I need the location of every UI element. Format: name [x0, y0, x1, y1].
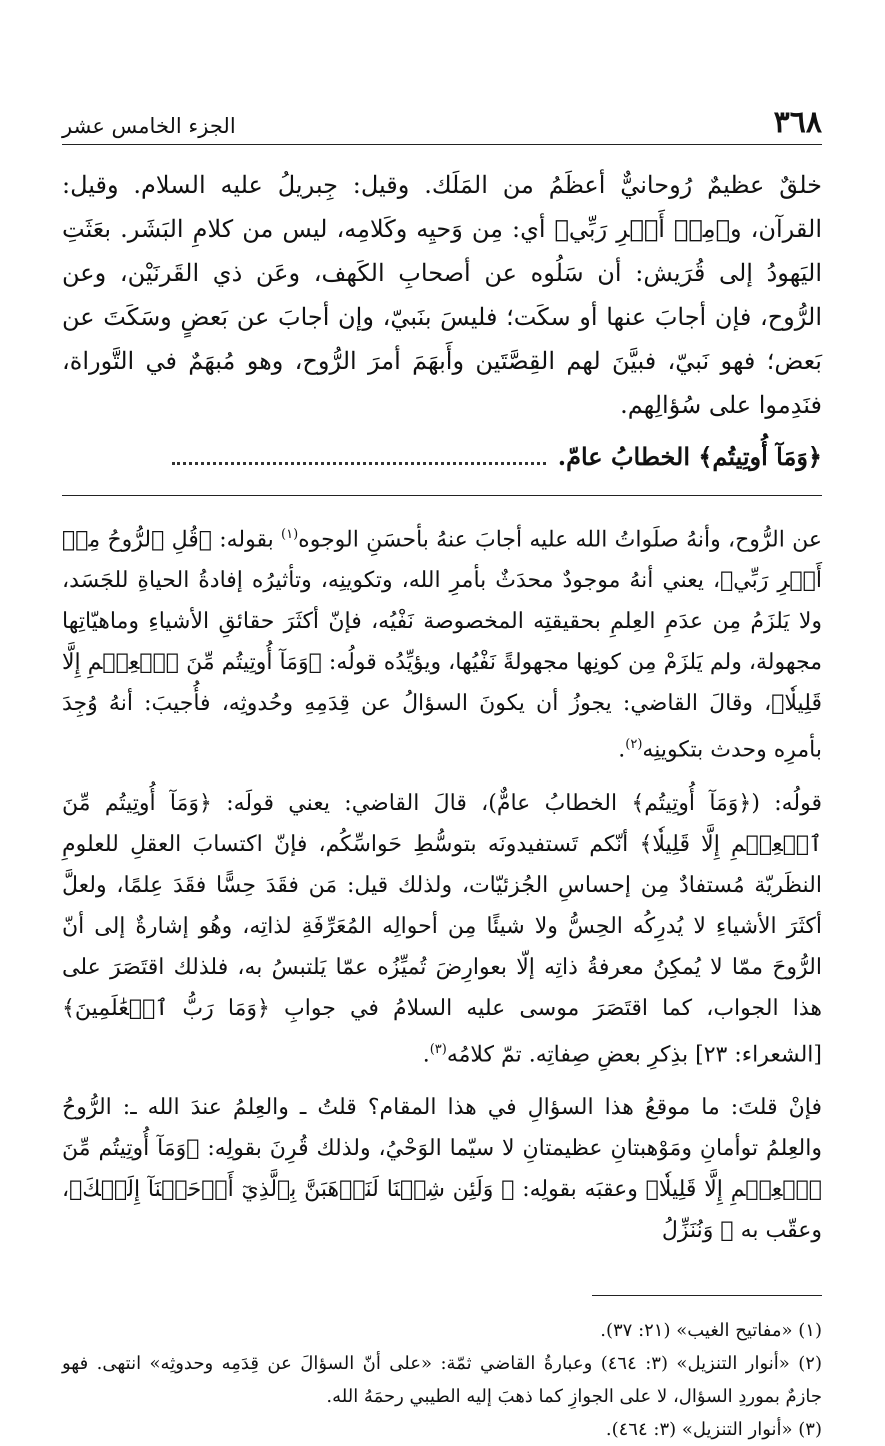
footnote: (١) «مفاتيح الغيب» (٢١: ٣٧). [600, 1319, 822, 1341]
text-commentary-separator [62, 495, 822, 496]
lemma-text: ﴿وَمَآ أُوتِيتُم﴾ الخطابُ عامّ. [557, 442, 822, 471]
page-header [62, 100, 822, 145]
lemma-dotted-leader [172, 461, 546, 465]
footnote-marker: (٣) [429, 1041, 447, 1057]
page-number: ٣٦٨ [773, 105, 822, 140]
footnote: (٣) «أنوار التنزيل» (٣: ٤٦٤). [605, 1418, 822, 1440]
commentary-paragraph: قولُه: (﴿وَمَآ أُوتِيتُم﴾ الخطابُ عامٌّ)، قالَ القاضي: يعني قولَه: ﴿وَمَآ أُوتِيتُم مِّنَ ٱلۡعِلۡمِ إِلَّا قَلِيلٗا﴾ أنّكم تَستفيدونَه بتوسُّطِ حَواسِّكُم، فإنّ اكتسابَ العقلِ للعلومِ النظَريّة مُستفادٌ مِن إحساسِ الجُزئيّات، ولذلك قيل: مَن فقَدَ حِسًّا فقَدَ عِلمًا، ولعلَّ أكثَرَ الأشياءِ لا يُدرِكُه الحِسُّ ولا شيئًا مِن أحوالِه المُعَرِّفَةِ لذاتِه، وهُو إشارةٌ إلى أنّ الرُّوحَ ممّا لا يُمكِنُ معرفةُ ذاتِه إلّا بعوارِضَ تُميِّزُه عمّا يَلتبسُ به، فلذلك اقتَصَرَ على هذا الجواب، كما اقتَصَرَ موسى عليه السلامُ في جوابِ ﴿وَمَا رَبُّ ٱلۡعَٰلَمِينَ﴾ [الشعراء: ٢٣] بذِكرِ بعضِ صِفاتِه. تمّ كلامُه$^{(٣)}$. [62, 790, 822, 1067]
footnote-rule [592, 1295, 822, 1296]
main-text: خلقٌ عظيمٌ رُوحانيٌّ أعظَمُ من المَلَك. وقيل: جِبريلُ عليه السلام. وقيل: القرآن، و﴿مِنۡ أَمۡرِ رَبِّي﴾ أي: مِن وَحيِه وكَلامِه، ليس من كلامِ البَشَر. بعَثَتِ اليَهودُ إلى قُرَيش: أن سَلُوه عن أصحابِ الكَهف، وعَن ذي القَرنَيْن، وعن الرُّوح، فإن أجابَ عنها أو سكَت؛ فليسَ بنَبيّ، وإن أجابَ عن بَعضٍ وسَكَتَ عن بَعض؛ فهو نَبيّ، فبيَّنَ لهم القِصَّتَين وأَبهَمَ أمرَ الرُّوح، وهو مُبهَمٌ في التَّوراة، فنَدِموا على سُؤالِهم. [62, 171, 822, 419]
commentary-paragraph: عن الرُّوح، وأنهُ صلَواتُ الله عليه أجابَ عنهُ بأحسَنِ الوجوه$^{(١)}$ بقوله: ﴿قُلِ ٱلرُّوحُ مِنۡ أَمۡرِ رَبِّي﴾، يعني أنهُ موجودٌ محدَثٌ بأمرِ الله، وتكوينِه، وتأثيرُه إفادةُ الحياةِ للجَسَد، ولا يَلزَمُ مِن عدَمِ العِلمِ بحقيقتِه المخصوصة نَفْيُه، فإنّ أكثَرَ حقائقِ الأشياءِ وماهيّاتِها مجهولة، ولم يَلزَمْ مِن كونِها مجهولةً نَفْيُها، ويؤيِّدُه قولُه: ﴿وَمَآ أُوتِيتُم مِّنَ ٱلۡعِلۡمِ إِلَّا قَلِيلٗا﴾، وقالَ القاضي: يجوزُ أن يكونَ السؤالُ عن قِدَمِهِ وحُدوثِه، فأُجيبَ: أنهُ وُجِدَ بأمرِه وحدث بتكوينِه$^{(٢)}$. [62, 527, 822, 763]
page [62, 100, 822, 1446]
footnote-marker: (٢) [625, 737, 643, 753]
lemma-line [62, 435, 822, 479]
footnote: (٢) «أنوار التنزيل» (٣: ٤٦٤) وعبارةُ القاضي ثمّة: «على أنّ السؤالَ عن قِدَمِه وحدوثِه» انتهى. فهو جازمٌ بموردِ السؤال، لا على الجوازِ كما ذهبَ إليه الطيبي رحمَهُ الله. [62, 1352, 822, 1407]
footnote-marker: (١) [281, 527, 299, 542]
running-title: الجزء الخامس عشر [62, 114, 236, 138]
commentary-paragraph: فإنْ قلتَ: ما موقعُ هذا السؤالِ في هذا المقام؟ قلتُ ـ والعِلمُ عندَ الله ـ: الرُّوحُ والعِلمُ توأمانِ ومَوْهبتانِ عظيمتانِ لا سيّما الوَحْيُ، ولذلك قُرِنَ بقولِه: ﴿وَمَآ أُوتِيتُم مِّنَ ٱلۡعِلۡمِ إِلَّا قَلِيلٗا﴾ وعقبَه بقولِه: ﴿ وَلَئِن شِئۡنَا لَنَذۡهَبَنَّ بِٱلَّذِيٓ أَوۡحَيۡنَآ إِلَيۡكَ﴾، وعقّب به ﴿ وَنُنَزِّلُ [62, 1094, 822, 1243]
